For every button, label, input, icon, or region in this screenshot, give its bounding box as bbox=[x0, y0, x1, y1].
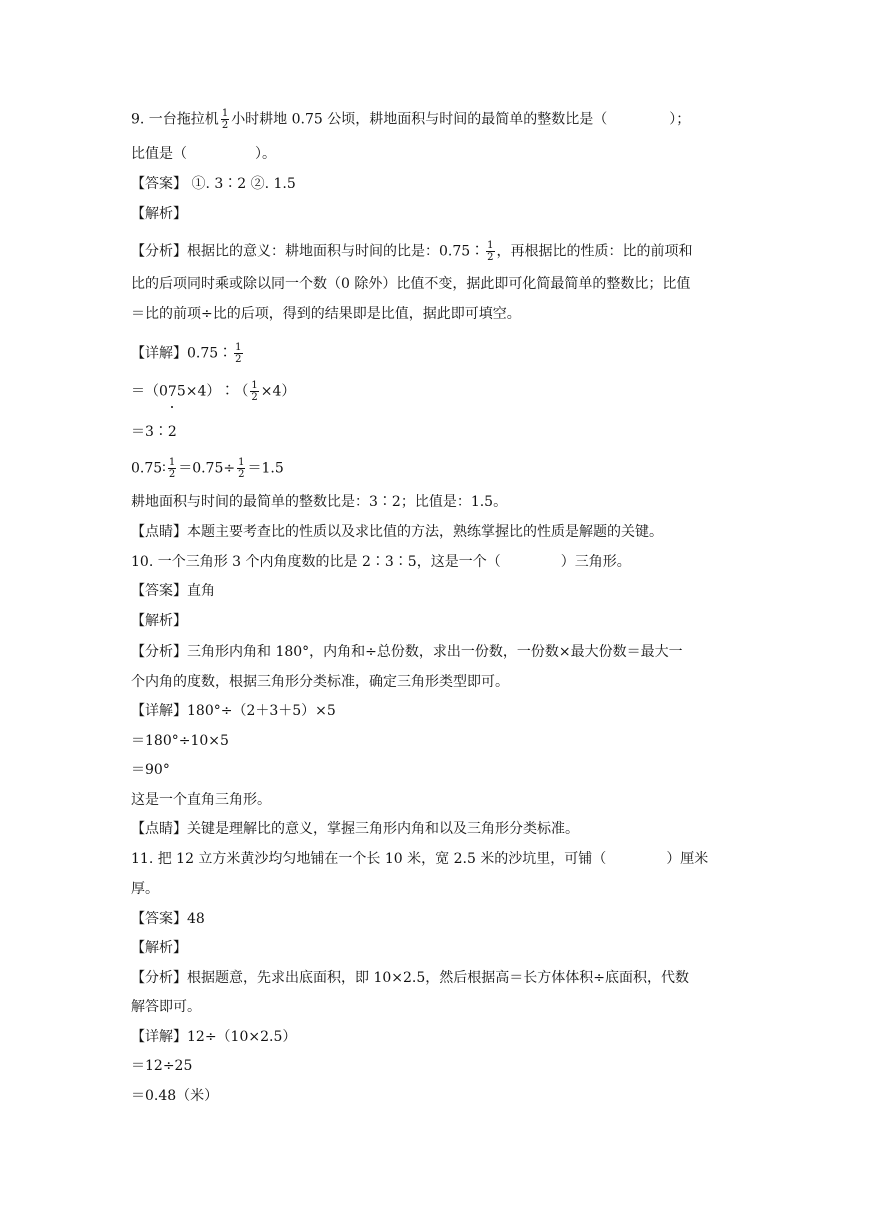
q9-fenxi-line1 bbox=[131, 240, 693, 263]
q11-xiangjie: 【详解】12÷（10×2.5） bbox=[131, 1029, 297, 1045]
q11-step1: ＝12÷25 bbox=[131, 1058, 193, 1074]
q9-text: ）。 bbox=[255, 146, 276, 162]
fraction-one-half bbox=[237, 457, 245, 480]
q10-fenxi-line1: 【分析】三角形内角和 180°，内角和÷总份数，求出一份数，一份数×最大份数＝最大一 bbox=[131, 644, 683, 660]
q9-text: 小时耕地 0.75 公顷，耕地面积与时间的最简单的整数比是（ bbox=[231, 111, 608, 128]
q9-step2: ＝3∶2 bbox=[131, 424, 177, 440]
q10-fenxi-line2: 个内角的度数，根据三角形分类标准，确定三角形类型即可。 bbox=[131, 674, 509, 690]
q10-answer: 【答案】直角 bbox=[131, 583, 215, 599]
q10-analysis-heading: 【解析】 bbox=[131, 613, 187, 629]
q9-analysis-heading: 【解析】 bbox=[131, 206, 187, 222]
fraction-denominator: 2 bbox=[235, 354, 242, 365]
q9-text: 5×4）∶（ bbox=[176, 383, 249, 400]
q9-text: 9. 一台拖拉机 bbox=[131, 111, 219, 128]
q9-fenxi-line3: ＝比的前项÷比的后项，得到的结果即是比值，据此即可填空。 bbox=[131, 306, 521, 322]
q9-dianjing: 【点睛】本题主要考查比的性质以及求比值的方法，熟练掌握比的性质是解题的关键。 bbox=[131, 524, 663, 540]
q9-answer: 【答案】 ①. 3∶2 ②. 1.5 bbox=[131, 176, 296, 192]
q9-text: 【详解】0.75∶ bbox=[131, 345, 233, 362]
q11-text: ）厘米 bbox=[666, 851, 709, 867]
q11-question-line2: 厚。 bbox=[131, 881, 159, 897]
fraction-one-half bbox=[486, 240, 494, 263]
fraction-denominator: 2 bbox=[221, 120, 229, 131]
fraction-one-half bbox=[221, 108, 229, 131]
q10-step1: ＝180°÷10×5 bbox=[131, 733, 229, 749]
fraction-numerator: 1 bbox=[238, 457, 245, 468]
q9-text: ＝1.5 bbox=[247, 460, 284, 477]
fraction-one-half bbox=[250, 380, 258, 403]
q11-analysis-heading: 【解析】 bbox=[131, 940, 187, 956]
q10-question bbox=[131, 552, 631, 572]
q9-text: ＝0.75÷ bbox=[178, 460, 236, 477]
q9-text: 0.75∶ bbox=[131, 460, 166, 477]
fraction-denominator: 2 bbox=[168, 469, 176, 480]
q10-text: ）三角形。 bbox=[560, 554, 631, 570]
q9-fenxi-line2: 比的后项同时乘或除以同一个数（0 除外）比值不变，据此即可化简最简单的整数比；比值 bbox=[131, 276, 691, 292]
q9-step3 bbox=[131, 457, 284, 480]
q9-xiangjie bbox=[131, 342, 245, 365]
q10-conclusion: 这是一个直角三角形。 bbox=[131, 792, 271, 808]
q10-xiangjie: 【详解】180°÷（2＋3＋5）×5 bbox=[131, 703, 336, 719]
q11-text: 11. 把 12 立方米黄沙均匀地铺在一个长 10 米，宽 2.5 米的沙坑里，可铺（ bbox=[131, 851, 607, 867]
q11-answer: 【答案】48 bbox=[131, 911, 205, 927]
q11-fenxi-line2: 解答即可。 bbox=[131, 999, 201, 1015]
fraction-denominator: 2 bbox=[238, 469, 245, 480]
q9-text: 比值是（ bbox=[131, 146, 187, 162]
fraction-numerator: 1 bbox=[168, 457, 176, 468]
q9-text-dotted: 7 bbox=[167, 383, 177, 400]
q9-question-line1 bbox=[131, 108, 690, 131]
fraction-numerator: 1 bbox=[221, 108, 229, 119]
q9-question-line2 bbox=[131, 144, 276, 164]
fraction-one-half bbox=[168, 457, 176, 480]
fraction-one-half bbox=[234, 342, 242, 365]
fraction-numerator: 1 bbox=[251, 380, 258, 391]
q11-question-line1 bbox=[131, 849, 708, 869]
q11-fenxi-line1: 【分析】根据题意，先求出底面积，即 10×2.5，然后根据高＝长方体体积÷底面积，代数 bbox=[131, 970, 689, 986]
q9-text: ，再根据比的性质：比的前项和 bbox=[496, 243, 693, 260]
q10-step2: ＝90° bbox=[131, 762, 170, 778]
q9-step1 bbox=[131, 380, 295, 403]
fraction-denominator: 2 bbox=[487, 252, 494, 263]
q11-step2: ＝0.48（米） bbox=[131, 1088, 219, 1104]
q9-text: 【分析】根据比的意义：耕地面积与时间的比是：0.75∶ bbox=[131, 243, 485, 260]
q9-conclusion: 耕地面积与时间的最简单的整数比是：3∶2；比值是：1.5。 bbox=[131, 494, 508, 510]
fraction-numerator: 1 bbox=[235, 342, 242, 353]
q9-text: ×4） bbox=[260, 383, 296, 400]
fraction-denominator: 2 bbox=[251, 392, 258, 403]
q10-text: 10. 一个三角形 3 个内角度数的比是 2∶3∶5，这是一个（ bbox=[131, 554, 501, 570]
fraction-numerator: 1 bbox=[487, 240, 494, 251]
q10-dianjing: 【点睛】关键是理解比的意义，掌握三角形内角和以及三角形分类标准。 bbox=[131, 821, 579, 837]
q9-text: ）； bbox=[669, 111, 691, 128]
q9-text: ＝（0 bbox=[131, 383, 168, 400]
